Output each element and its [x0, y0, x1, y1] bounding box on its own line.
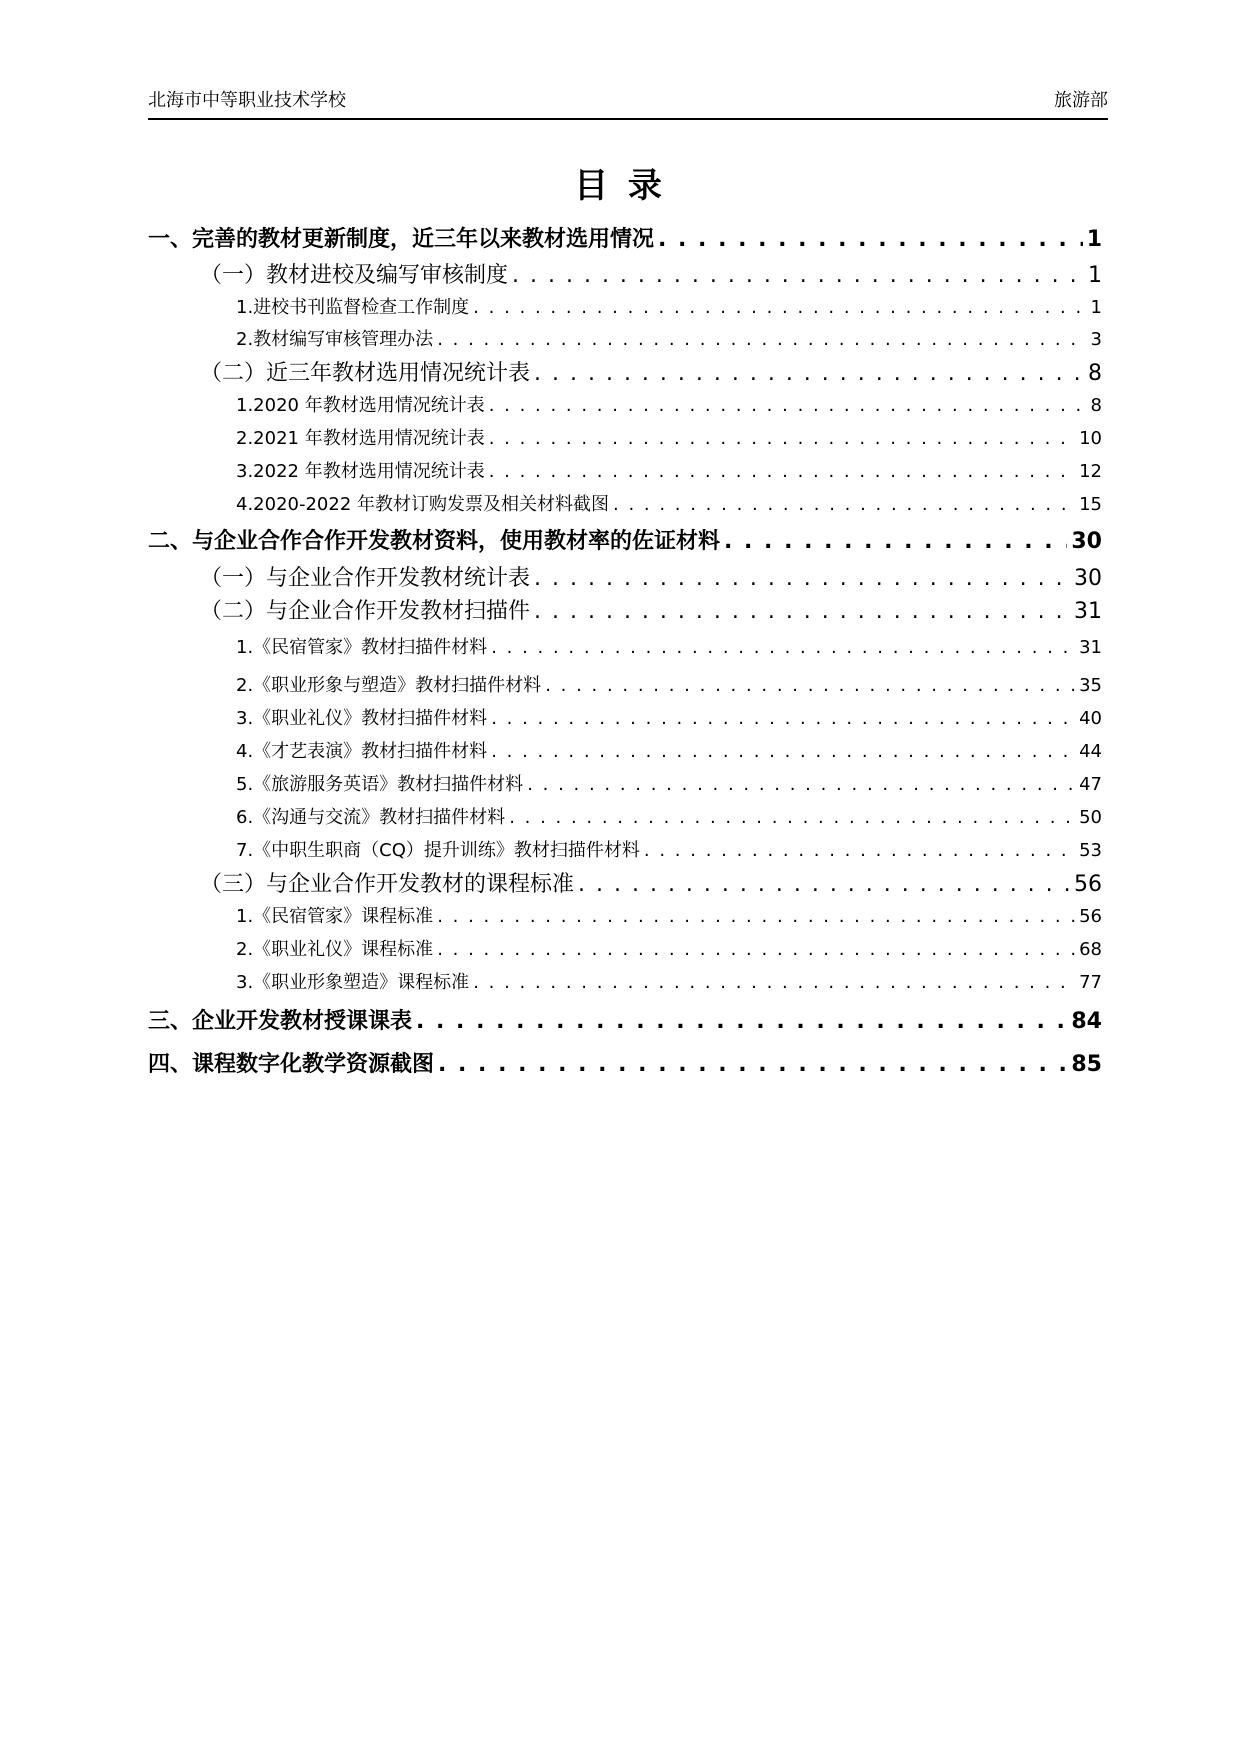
dot-leader: [613, 494, 1075, 515]
dot-leader: [489, 395, 1087, 416]
toc-entry-text: 2.《职业形象与塑造》教材扫描件材料: [236, 675, 542, 696]
toc-entry-text: 2.2021 年教材选用情况统计表: [236, 428, 485, 449]
toc-entry-level3[interactable]: [236, 803, 1102, 829]
toc-page-number: 35: [1079, 675, 1102, 696]
toc-entry-text: 6.《沟通与交流》教材扫描件材料: [236, 807, 506, 828]
dot-leader: [416, 1009, 1067, 1034]
dot-leader: [438, 1052, 1067, 1077]
dot-leader: [512, 263, 1084, 288]
toc-entry-level3[interactable]: [236, 770, 1102, 796]
toc-page-number: 31: [1074, 599, 1102, 624]
toc-entry-level3[interactable]: [236, 457, 1102, 483]
toc-page-number: 15: [1079, 494, 1102, 515]
dot-leader: [473, 972, 1075, 993]
toc-entry-level3[interactable]: [236, 737, 1102, 763]
header-department: 旅游部: [1054, 90, 1108, 111]
toc-entry-text: 2.教材编写审核管理办法: [236, 329, 434, 350]
dot-leader: [489, 461, 1075, 482]
dot-leader: [437, 906, 1075, 927]
toc-entry-level3[interactable]: [236, 704, 1102, 730]
toc-page-number: 84: [1071, 1009, 1102, 1034]
toc-entry-level3[interactable]: [236, 325, 1102, 351]
dot-leader: [527, 774, 1075, 795]
toc-entry-text: 一、完善的教材更新制度，近三年以来教材选用情况: [148, 227, 655, 252]
dot-leader: [724, 529, 1067, 554]
toc-entry-text: 1.进校书刊监督检查工作制度: [236, 297, 470, 318]
toc-entry-text: 1.《民宿管家》教材扫描件材料: [236, 637, 488, 658]
toc-entry-level2[interactable]: [200, 258, 1102, 289]
toc-entry-level3[interactable]: [236, 293, 1102, 319]
page-header: [148, 88, 1108, 120]
toc-entry-level3[interactable]: [236, 424, 1102, 450]
dot-leader: [509, 807, 1075, 828]
toc-entry-level2[interactable]: [200, 867, 1102, 898]
toc-entry-text: 三、企业开发教材授课课表: [148, 1009, 413, 1034]
dot-leader: [473, 297, 1086, 318]
toc-page-number: 40: [1079, 708, 1102, 729]
toc-entry-text: （三）与企业合作开发教材的课程标准: [200, 872, 575, 897]
dot-leader: [534, 599, 1070, 624]
toc-page-number: 44: [1079, 741, 1102, 762]
dot-leader: [437, 939, 1075, 960]
toc-entry-text: 3.《职业礼仪》教材扫描件材料: [236, 708, 488, 729]
toc-page-number: 56: [1079, 906, 1102, 927]
toc-page-number: 53: [1079, 840, 1102, 861]
toc-entry-level3[interactable]: [236, 391, 1102, 417]
toc-entry-text: 1.《民宿管家》课程标准: [236, 906, 434, 927]
toc-page-number: 1: [1090, 297, 1102, 318]
toc-entry-level3[interactable]: [236, 935, 1102, 961]
dot-leader: [437, 329, 1086, 350]
toc-entry-text: 3.2022 年教材选用情况统计表: [236, 461, 485, 482]
toc-page-number: 50: [1079, 807, 1102, 828]
toc-entry-level3[interactable]: [236, 836, 1102, 862]
toc-entry-text: （二）与企业合作开发教材扫描件: [200, 599, 531, 624]
toc-page-number: 30: [1074, 566, 1102, 591]
toc-page-number: 85: [1071, 1052, 1102, 1077]
page-title: 目 录: [574, 166, 666, 206]
dot-leader: [545, 675, 1075, 696]
toc-entry-text: （一）与企业合作开发教材统计表: [200, 566, 531, 591]
toc-entry-text: 2.《职业礼仪》课程标准: [236, 939, 434, 960]
toc-entry-text: 3.《职业形象塑造》课程标准: [236, 972, 470, 993]
toc-page-number: 30: [1071, 529, 1102, 554]
toc-page-number: 12: [1079, 461, 1102, 482]
header-school-name: 北海市中等职业技术学校: [148, 90, 346, 111]
toc-entry-text: （二）近三年教材选用情况统计表: [200, 361, 531, 386]
toc-page-number: 77: [1079, 972, 1102, 993]
dot-leader: [658, 227, 1083, 252]
toc-page-number: 3: [1090, 329, 1102, 350]
dot-leader: [534, 361, 1084, 386]
toc-entry-text: 二、与企业合作合作开发教材资料，使用教材率的佐证材料: [148, 529, 721, 554]
toc-page-number: 8: [1090, 395, 1102, 416]
toc-page-number: 1: [1086, 227, 1102, 252]
dot-leader: [644, 840, 1075, 861]
toc-entry-text: 5.《旅游服务英语》教材扫描件材料: [236, 774, 524, 795]
toc-page-number: 1: [1088, 263, 1102, 288]
toc-entry-level3[interactable]: [236, 671, 1102, 697]
toc-entry-level3[interactable]: [236, 633, 1102, 659]
toc-page-number: 10: [1079, 428, 1102, 449]
dot-leader: [491, 708, 1075, 729]
toc-page-number: 8: [1088, 361, 1102, 386]
toc-entry-text: 4.2020-2022 年教材订购发票及相关材料截图: [236, 494, 610, 515]
toc-entry-level1[interactable]: [148, 524, 1102, 555]
toc-entry-level1[interactable]: [148, 222, 1102, 253]
toc-entry-level1[interactable]: [148, 1004, 1102, 1035]
toc-entry-level2[interactable]: [200, 561, 1102, 592]
toc-entry-level3[interactable]: [236, 968, 1102, 994]
toc-entry-level1[interactable]: [148, 1047, 1102, 1078]
toc-entry-text: （一）教材进校及编写审核制度: [200, 263, 509, 288]
toc-entry-level2[interactable]: [200, 594, 1102, 625]
dot-leader: [491, 637, 1075, 658]
dot-leader: [578, 872, 1070, 897]
toc-page-number: 47: [1079, 774, 1102, 795]
dot-leader: [491, 741, 1075, 762]
toc-entry-text: 1.2020 年教材选用情况统计表: [236, 395, 485, 416]
toc-entry-level2[interactable]: [200, 356, 1102, 387]
toc-entry-text: 4.《才艺表演》教材扫描件材料: [236, 741, 488, 762]
toc-page-number: 56: [1074, 872, 1102, 897]
toc-page-number: 31: [1079, 637, 1102, 658]
dot-leader: [489, 428, 1075, 449]
toc-entry-text: 四、课程数字化教学资源截图: [148, 1052, 435, 1077]
toc-page-number: 68: [1079, 939, 1102, 960]
toc-entry-text: 7.《中职生职商（CQ）提升训练》教材扫描件材料: [236, 840, 640, 861]
toc-entry-level3[interactable]: [236, 902, 1102, 928]
dot-leader: [534, 566, 1070, 591]
toc-entry-level3[interactable]: [236, 490, 1102, 516]
